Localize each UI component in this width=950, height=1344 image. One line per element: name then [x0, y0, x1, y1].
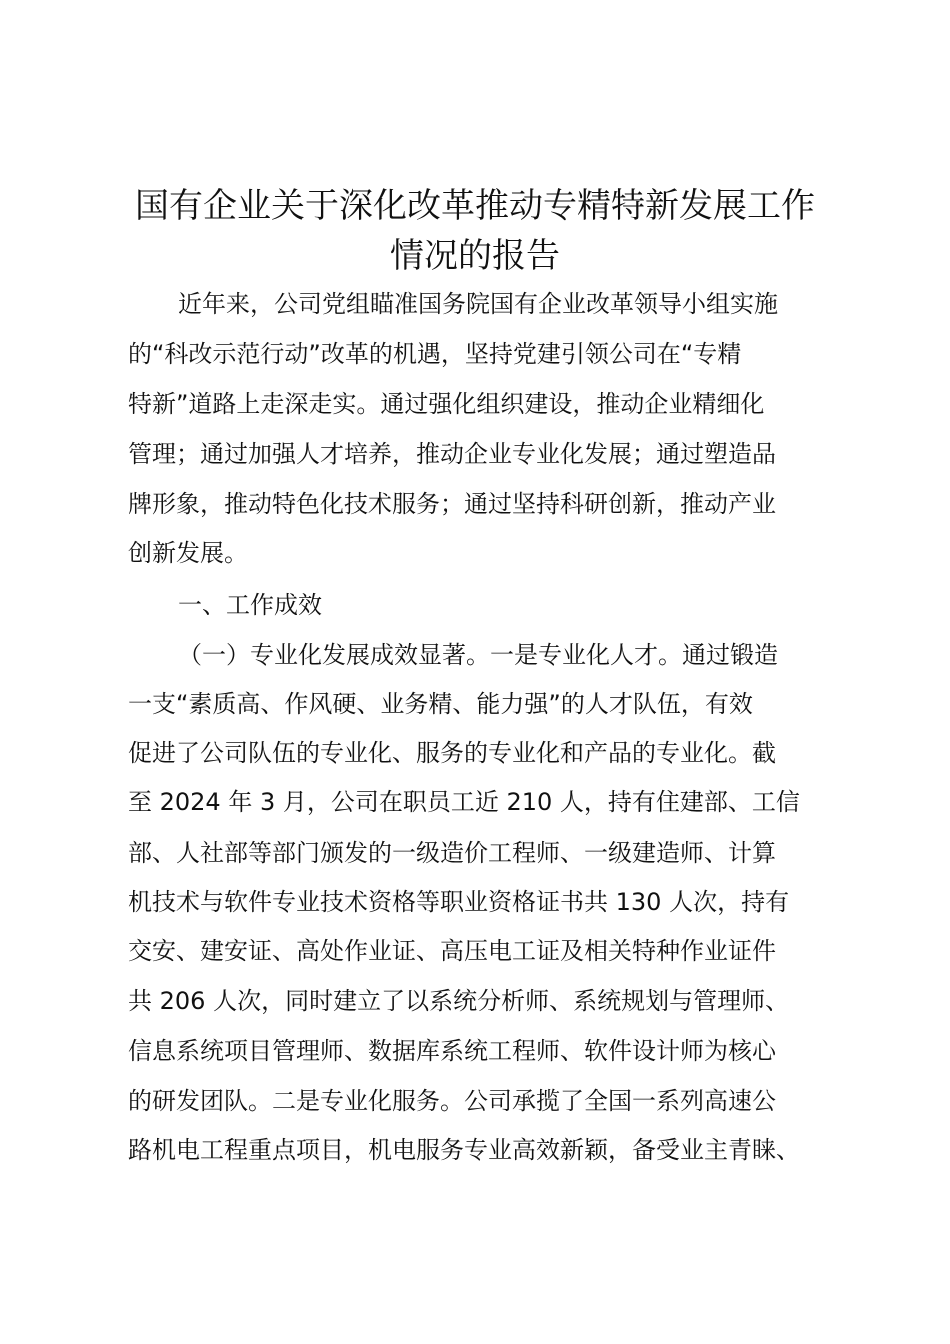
paragraph-line: 共 206 人次，同时建立了以系统分析师、系统规划与管理师、 — [128, 987, 790, 1015]
paragraph-line: 的“科改示范行动”改革的机遇，坚持党建引领公司在“专精 — [128, 340, 742, 368]
paragraph-line: 促进了公司队伍的专业化、服务的专业化和产品的专业化。截 — [128, 739, 776, 767]
paragraph-line: 至 2024 年 3 月，公司在职员工近 210 人，持有住建部、工信 — [128, 788, 800, 816]
paragraph-line: 管理；通过加强人才培养，推动企业专业化发展；通过塑造品 — [128, 440, 776, 468]
paragraph-line: 特新”道路上走深走实。通过强化组织建设，推动企业精细化 — [128, 390, 765, 418]
paragraph-line: 一支“素质高、作风硬、业务精、能力强”的人才队伍，有效 — [128, 690, 753, 718]
paragraph-line: （一）专业化发展成效显著。一是专业化人才。通过锻造 — [178, 641, 778, 669]
paragraph-line: 路机电工程重点项目，机电服务专业高效新颖，备受业主青睐、 — [128, 1136, 800, 1164]
paragraph-line: 牌形象，推动特色化技术服务；通过坚持科研创新，推动产业 — [128, 490, 776, 518]
document-title-line-2: 情况的报告 — [390, 236, 560, 276]
paragraph-line: 交安、建安证、高处作业证、高压电工证及相关特种作业证件 — [128, 937, 776, 965]
paragraph-line: 创新发展。 — [128, 539, 248, 567]
paragraph-line: 的研发团队。二是专业化服务。公司承揽了全国一系列高速公 — [128, 1087, 776, 1115]
section-heading: 一、工作成效 — [178, 591, 322, 619]
paragraph-line: 信息系统项目管理师、数据库系统工程师、软件设计师为核心 — [128, 1037, 776, 1065]
document-title-line-1: 国有企业关于深化改革推动专精特新发展工作 — [135, 186, 815, 226]
paragraph-line: 机技术与软件专业技术资格等职业资格证书共 130 人次，持有 — [128, 888, 790, 916]
paragraph-line: 部、人社部等部门颁发的一级造价工程师、一级建造师、计算 — [128, 839, 776, 867]
paragraph-line: 近年来，公司党组瞄准国务院国有企业改革领导小组实施 — [178, 290, 778, 318]
